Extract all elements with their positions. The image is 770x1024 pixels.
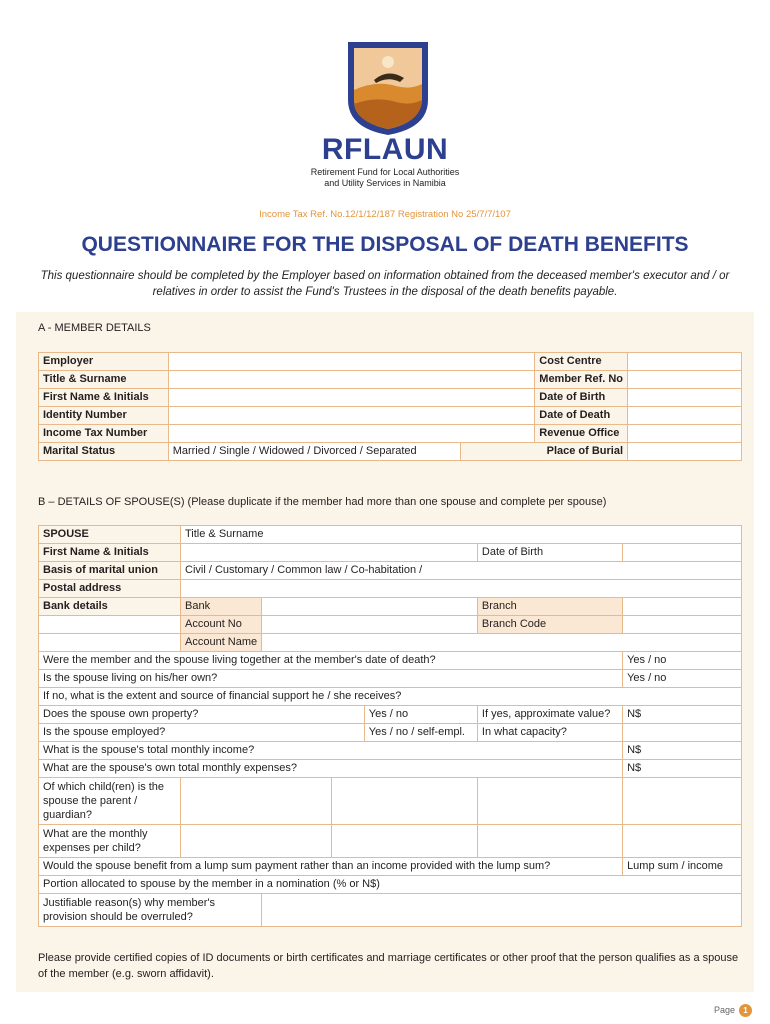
capacity-field[interactable]: [623, 724, 742, 742]
table-row: [39, 389, 742, 407]
footer-note: Please provide certified copies of ID documents or birth certificates and marriage certificates or other proof that the person qualifies as a spouse of the member (e.g. sworn affidavit).: [38, 952, 739, 980]
page-number: 1: [739, 1004, 752, 1017]
table-row: [39, 371, 742, 389]
label-branch-code: Branch Code: [477, 616, 622, 634]
question-justifiable-reasons: Justifiable reason(s) why member's provision should be overruled?: [39, 894, 262, 927]
tax-reference: Income Tax Ref. No.12/1/12/187 Registration No 25/7/7/107: [259, 209, 511, 220]
question-children: Of which child(ren) is the spouse the parent / guardian?: [39, 778, 181, 825]
table-row: [39, 443, 742, 461]
page-label: Page: [713, 1005, 735, 1015]
label-spouse-date-of-birth: Date of Birth: [477, 544, 622, 562]
account-no-field[interactable]: [262, 616, 478, 634]
label-title-surname: Title & Surname: [39, 371, 169, 389]
cost-centre-field[interactable]: [628, 353, 742, 371]
intro-text: [30, 268, 740, 300]
revenue-office-field[interactable]: [628, 425, 742, 443]
label-member-ref: Member Ref. No: [535, 371, 628, 389]
bank-field[interactable]: [262, 598, 478, 616]
label-revenue-office: Revenue Office: [535, 425, 628, 443]
intro-line-1: This questionnaire should be completed by the Employer based on information obtained from the deceased member's executor and / or: [40, 270, 730, 282]
question-lump-sum: Would the spouse benefit from a lump sum payment rather than an income provided with the lump sum?: [39, 858, 623, 876]
identity-number-field[interactable]: [168, 407, 535, 425]
employer-field[interactable]: [168, 353, 535, 371]
rflaun-logo: [346, 40, 430, 136]
brand-name: RFLAUN: [321, 133, 449, 166]
question-living-own: Is the spouse living on his/her own?: [39, 670, 623, 688]
table-row: [39, 876, 742, 894]
date-of-birth-field[interactable]: [628, 389, 742, 407]
basis-of-union-options[interactable]: Civil / Customary / Common law / Co-habitation /: [181, 562, 742, 580]
spouse-details-table: [38, 525, 742, 927]
date-of-death-field[interactable]: [628, 407, 742, 425]
table-row: [39, 562, 742, 580]
table-row: [39, 353, 742, 371]
answer-employed[interactable]: Yes / no / self-empl.: [364, 724, 477, 742]
question-living-together: Were the member and the spouse living together at the member's date of death?: [39, 652, 623, 670]
bank-details-blank: [39, 634, 181, 652]
question-capacity: In what capacity?: [477, 724, 622, 742]
place-of-burial-field[interactable]: [628, 443, 742, 461]
label-account-no: Account No: [181, 616, 262, 634]
table-row: [39, 894, 742, 927]
table-row: [39, 825, 742, 858]
table-row: [39, 634, 742, 652]
monthly-expenses-field[interactable]: N$: [623, 760, 742, 778]
child-expense-field-3[interactable]: [477, 825, 622, 858]
question-monthly-income: What is the spouse's total monthly income?: [39, 742, 623, 760]
answer-lump-sum[interactable]: Lump sum / income: [623, 858, 742, 876]
section-b-heading: B – DETAILS OF SPOUSE(S) (Please duplicate if the member had more than one spouse and complete per spouse): [38, 496, 607, 508]
table-row: [39, 724, 742, 742]
label-spouse: SPOUSE: [39, 526, 181, 544]
question-financial-support[interactable]: If no, what is the extent and source of financial support he / she receives?: [39, 688, 742, 706]
answer-living-own[interactable]: Yes / no: [623, 670, 742, 688]
member-details-table: [38, 352, 742, 461]
first-name-field[interactable]: [168, 389, 535, 407]
child-field-2[interactable]: [332, 778, 478, 825]
label-place-of-burial: Place of Burial: [460, 443, 627, 461]
label-income-tax-number: Income Tax Number: [39, 425, 169, 443]
label-date-of-birth: Date of Birth: [535, 389, 628, 407]
section-a-heading: A - MEMBER DETAILS: [38, 322, 151, 334]
answer-living-together[interactable]: Yes / no: [623, 652, 742, 670]
question-child-expenses: What are the monthly expenses per child?: [39, 825, 181, 858]
income-tax-number-field[interactable]: [168, 425, 535, 443]
table-row: [39, 407, 742, 425]
postal-address-field[interactable]: [181, 580, 742, 598]
page-indicator: [714, 1004, 752, 1017]
question-employed: Is the spouse employed?: [39, 724, 365, 742]
table-row: [39, 858, 742, 876]
label-account-name: Account Name: [181, 634, 262, 652]
label-basis-of-union: Basis of marital union: [39, 562, 181, 580]
table-row: [39, 616, 742, 634]
child-expense-field-2[interactable]: [332, 825, 478, 858]
answer-own-property[interactable]: Yes / no: [364, 706, 477, 724]
table-row: [39, 760, 742, 778]
brand-subtitle-line-2: and Utility Services in Namibia: [324, 178, 446, 188]
account-name-field[interactable]: [262, 634, 742, 652]
label-branch: Branch: [477, 598, 622, 616]
member-ref-field[interactable]: [628, 371, 742, 389]
marital-status-options[interactable]: Married / Single / Widowed / Divorced / Separated: [168, 443, 460, 461]
child-field-3[interactable]: [477, 778, 622, 825]
brand-subtitle-line-1: Retirement Fund for Local Authorities: [310, 167, 460, 177]
label-identity-number: Identity Number: [39, 407, 169, 425]
table-row: [39, 742, 742, 760]
label-marital-status: Marital Status: [39, 443, 169, 461]
table-row: [39, 526, 742, 544]
spouse-first-name-field[interactable]: [181, 544, 478, 562]
question-portion-allocated[interactable]: Portion allocated to spouse by the member in a nomination (% or N$): [39, 876, 742, 894]
justifiable-reasons-field[interactable]: [262, 894, 742, 927]
bank-details-blank: [39, 616, 181, 634]
child-field-4[interactable]: [623, 778, 742, 825]
page-title: QUESTIONNAIRE FOR THE DISPOSAL OF DEATH BENEFITS: [81, 233, 689, 256]
label-first-name: First Name & Initials: [39, 389, 169, 407]
property-value-field[interactable]: N$: [623, 706, 742, 724]
title-surname-field[interactable]: [168, 371, 535, 389]
label-spouse-first-name: First Name & Initials: [39, 544, 181, 562]
table-row: [39, 778, 742, 825]
table-row: [39, 670, 742, 688]
table-row: [39, 688, 742, 706]
child-expense-field-1[interactable]: [181, 825, 332, 858]
child-expense-field-4[interactable]: [623, 825, 742, 858]
question-monthly-expenses: What are the spouse's own total monthly expenses?: [39, 760, 623, 778]
label-bank: Bank: [181, 598, 262, 616]
label-employer: Employer: [39, 353, 169, 371]
table-row: [39, 580, 742, 598]
branch-field[interactable]: [623, 598, 742, 616]
table-row: [39, 544, 742, 562]
branch-code-field[interactable]: [623, 616, 742, 634]
monthly-income-field[interactable]: N$: [623, 742, 742, 760]
table-row: [39, 598, 742, 616]
question-property-value: If yes, approximate value?: [477, 706, 622, 724]
spouse-date-of-birth-field[interactable]: [623, 544, 742, 562]
spouse-title-surname-field[interactable]: Title & Surname: [181, 526, 742, 544]
label-date-of-death: Date of Death: [535, 407, 628, 425]
child-field-1[interactable]: [181, 778, 332, 825]
label-bank-details: Bank details: [39, 598, 181, 616]
question-own-property: Does the spouse own property?: [39, 706, 365, 724]
label-cost-centre: Cost Centre: [535, 353, 628, 371]
brand-subtitle: [0, 167, 770, 189]
label-postal-address: Postal address: [39, 580, 181, 598]
intro-line-2: relatives in order to assist the Fund's Trustees in the disposal of the death benefits payable.: [152, 286, 618, 298]
table-row: [39, 425, 742, 443]
table-row: [39, 652, 742, 670]
table-row: [39, 706, 742, 724]
